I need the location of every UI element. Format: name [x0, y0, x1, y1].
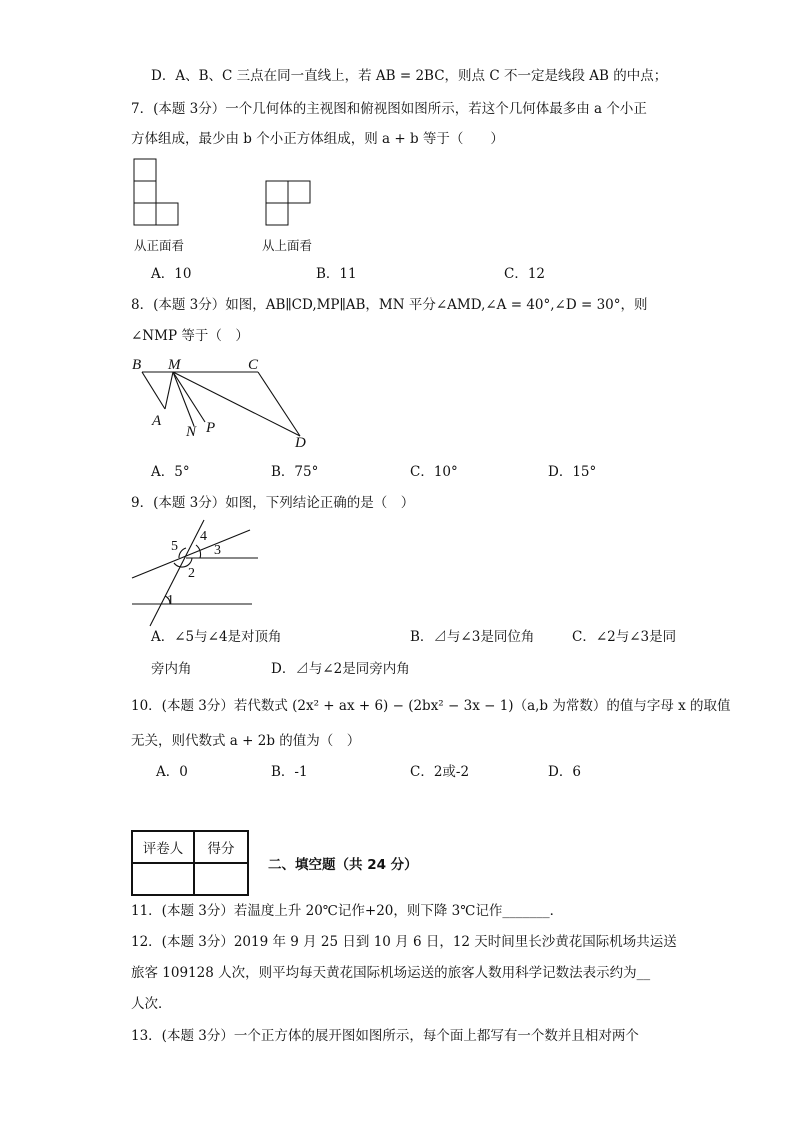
q9-angle-label-3: 3	[214, 543, 221, 558]
q8-label-n: N	[186, 424, 197, 440]
q9-angle-label-4: 4	[200, 529, 207, 544]
grader-cell[interactable]	[132, 863, 194, 895]
q9-angle-label-5: 5	[171, 539, 178, 554]
q8-option-b: B．75°	[271, 464, 319, 480]
q8-option-d: D．15°	[548, 464, 597, 480]
q12-stem-line1: 12．(本题 3分）2019 年 9 月 25 日到 10 月 6 日，12 天时间里长沙黄花国际机场共运送	[131, 934, 677, 950]
q8-stem-line1: 8．(本题 3分）如图，AB∥CD,MP∥AB，MN 平分∠AMD,∠A = 40°,∠D = 30°，则	[131, 297, 648, 313]
q10-stem-line1: 10．(本题 3分）若代数式 (2x² + ax + 6) − (2bx² − 3x − 1)（a,b 为常数）的值与字母 x 的取值	[131, 698, 731, 714]
q10-stem-line2: 无关，则代数式 a + 2b 的值为（ ）	[131, 733, 361, 749]
q10-option-b: B．-1	[271, 764, 308, 780]
q7-top-view-figure	[264, 180, 314, 228]
q9-option-c: C．∠2与∠3是同	[572, 629, 677, 645]
q7-stem-line1: 7．(本题 3分）一个几何体的主视图和俯视图如图所示，若这个几何体最多由 a 个小正	[131, 101, 647, 117]
q12-stem-line3: 人次．	[131, 996, 172, 1012]
q7-option-a: A．10	[151, 266, 192, 282]
q11-stem: 11．(本题 3分）若温度上升 20℃记作+20，则下降 3℃记作_______．	[131, 903, 564, 919]
score-cell[interactable]	[194, 863, 248, 895]
q9-option-c-cont: 旁内角	[151, 661, 192, 677]
q9-figure	[130, 518, 260, 628]
q9-option-a: A．∠5与∠4是对顶角	[151, 629, 282, 645]
q9-option-d: D．⊿与∠2是同旁内角	[271, 661, 410, 677]
q8-stem-line2: ∠NMP 等于（ ）	[131, 328, 249, 344]
section-title: 二、填空题（共 24 分）	[268, 857, 418, 873]
q8-label-a: A	[152, 413, 162, 429]
q7-option-b: B．11	[316, 266, 357, 282]
q10-option-a: A．0	[156, 764, 188, 780]
q9-angle-label-1: 1	[167, 593, 174, 608]
q8-label-p: P	[206, 420, 216, 436]
q13-stem-line1: 13．(本题 3分）一个正方体的展开图如图所示，每个面上都写有一个数并且相对两个	[131, 1028, 639, 1044]
q9-angle-label-2: 2	[188, 566, 195, 581]
grader-score-table	[131, 830, 249, 896]
q10-option-c: C．2或-2	[410, 764, 470, 780]
q12-stem-line2: 旅客 109128 人次，则平均每天黄花国际机场运送的旅客人数用科学记数法表示约为__	[131, 965, 651, 981]
q9-stem: 9．(本题 3分）如图，下列结论正确的是（ ）	[131, 495, 415, 511]
q7-caption-front: 从正面看	[134, 238, 185, 253]
q8-label-b: B	[132, 357, 142, 373]
q7-stem-line2: 方体组成，最少由 b 个小正方体组成，则 a + b 等于（ ）	[131, 131, 504, 147]
q7-option-c: C．12	[504, 266, 546, 282]
q8-option-a: A．5°	[151, 464, 190, 480]
score-header: 得分	[194, 831, 248, 863]
q8-label-c: C	[248, 357, 259, 373]
q8-figure	[130, 352, 320, 452]
q7-caption-top: 从上面看	[262, 238, 313, 253]
q8-label-m: M	[168, 357, 181, 373]
q8-label-d: D	[295, 435, 306, 451]
grader-header: 评卷人	[132, 831, 194, 863]
q9-option-b: B．⊿与∠3是同位角	[410, 629, 535, 645]
q8-option-c: C．10°	[410, 464, 458, 480]
q6-option-d: D．A、B、C 三点在同一直线上，若 AB = 2BC，则点 C 不一定是线段 AB 的中点；	[151, 68, 668, 84]
q10-option-d: D．6	[548, 764, 581, 780]
q7-front-view-figure	[131, 158, 181, 228]
